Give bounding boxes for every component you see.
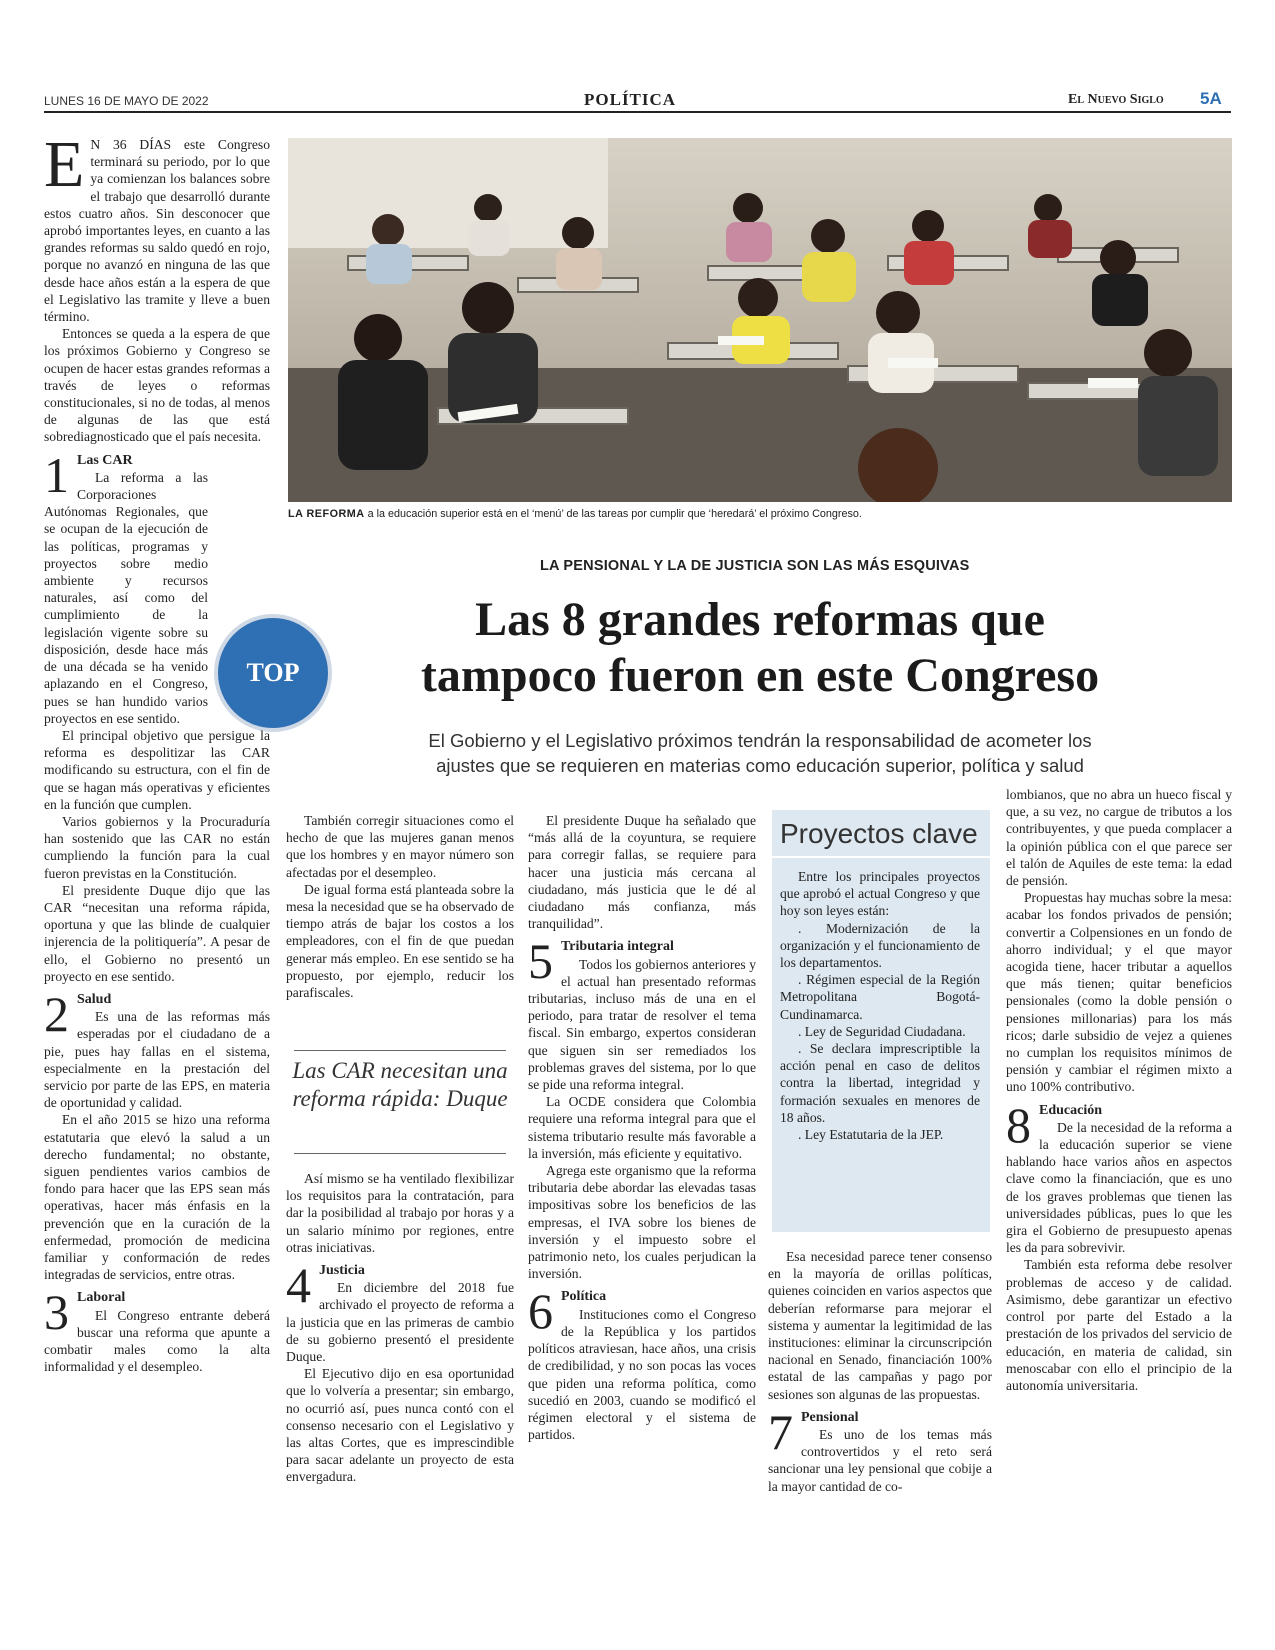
section-number: 2: [44, 985, 69, 1042]
paragraph: Así mismo se ha ventilado flexibilizar los requisitos para la contratación, para dar la posibilidad al trabajo por horas y a un salario mínimo por regiones, entre otras iniciativas.: [286, 1171, 514, 1255]
column-4: [768, 1248, 992, 1495]
classroom-photo: [288, 138, 1232, 502]
column-1: [44, 128, 270, 1375]
paragraph: Todos los gobiernos anteriores y el actual han presentado reformas tributarias, incluso más de una en el periodo, para tratar de resolver el tema fiscal. Sin embargo, expertos consideran que siguen sin ser remediados los problemas graves del sistema, por lo que se pide una reforma integral.: [528, 956, 756, 1093]
section-3: [44, 1284, 270, 1375]
paragraph: El Congreso entrante deberá buscar una reforma que apunte a combatir males como la alta informalidad y el desempleo.: [44, 1307, 270, 1375]
section-6: [528, 1283, 756, 1443]
section-title: Tributaria integral: [561, 939, 674, 955]
header-date: LUNES 16 DE MAYO DE 2022: [44, 94, 209, 108]
section-title: Educación: [1039, 1102, 1103, 1118]
paragraph: Esa necesidad parece tener consenso en la mayoría de orillas políticas, quienes coinciden en varios aspectos que deberían reformarse para mejorar el sistema y aumentar la legitimidad de las instituciones: eliminar la circunscripción nacional en Senado, financiación 100% estatal de las campañas y pago por sesiones son algunas de las propuestas.: [768, 1249, 992, 1402]
deck-line-1: El Gobierno y el Legislativo próximos tendrán la responsabilidad de acometer los: [428, 730, 1092, 751]
paragraph: Propuestas hay muchas sobre la mesa: acabar los fondos privados de pensión; convertir a Colpensiones en un fondo de ahorro individual; y el que mayor acogida tiene, hacer tributar a aquellos que más tienen; quitar beneficios pensionales (como la doble pensión o pensiones millonarias) para los más ricos; darle subsidio de vejez a quienes no cumplan los requisitos mínimos de pensión y cambiar el régimen mixto a uno 100% contributivo.: [1006, 890, 1233, 1095]
brand-logo: El Nuevo Siglo: [1068, 92, 1164, 107]
headline-line-1: Las 8 grandes reformas que: [475, 593, 1045, 646]
paragraph: De la necesidad de la reforma a la educación superior se viene hablando hace varios años en aspectos clave como la financiación, que es uno de los graves problemas que tienen las universidades públicas, pues lo que les gira el Gobierno de presupuesto apenas les da para sobrevivir.: [1006, 1119, 1232, 1256]
deck: [340, 728, 1180, 778]
paragraph: El presidente Duque dijo que las CAR “necesitan una reforma rápida, oportuna y que las blinde de cualquier injerencia de la politiquería”. A pesar de ello, el Gobierno no presentó un proyecto en ese sentido.: [44, 882, 270, 984]
key-projects-box: [772, 810, 990, 1232]
paragraph: Es una de las reformas más esperadas por el ciudadano de a pie, pues hay fallas en el sistema, especialmente en la prestación del servicio por parte de las EPS, en materia de oportunidad y calidad.: [44, 1009, 270, 1111]
section-7: [768, 1403, 992, 1495]
photo-caption: [288, 508, 862, 520]
deck-line-2: ajustes que se requieren en materias como educación superior, política y salud: [436, 755, 1084, 776]
caption-bold: LA REFORMA: [288, 508, 365, 520]
box-item: . Modernización de la organización y el funcionamiento de los departamentos.: [780, 920, 980, 971]
paragraph: Entonces se queda a la espera de que los próximos Gobierno y Congreso se ocupen de hacer estas grandes reformas a través de leyes o reformas constitucionales, si no de todas, al menos de algunas de las que está sobrediagnosticado que el país necesita.: [44, 326, 270, 445]
paragraph: lombianos, que no abra un hueco fiscal y que, a su vez, no cargue de tributos a los contribuyentes, y que pueda complacer a la opinión pública con el que parece ser el talón de Aquiles de este tema: la edad de pensión.: [1006, 787, 1232, 889]
paragraph: El principal objetivo que persigue la reforma es despolitizar las CAR modificando su estructura, con el fin de que se hagan más operativas y eficientes en la función que cumplen.: [44, 727, 270, 812]
section-number: 6: [528, 1283, 553, 1340]
section-8: [1006, 1096, 1232, 1394]
header-rule: [44, 111, 1231, 113]
paragraph: Es uno de los temas más controvertidos y el reto será sancionar una ley pensional que cobije a la mayor cantidad de co-: [768, 1427, 992, 1494]
column-2: [286, 812, 514, 1001]
section-number: 4: [286, 1257, 311, 1314]
section-number: 5: [528, 933, 553, 990]
drop-cap: E: [44, 128, 85, 201]
top-badge-label: TOP: [246, 658, 300, 687]
section-number: 8: [1006, 1096, 1031, 1153]
paragraph: También corregir situaciones como el hecho de que las mujeres ganan menos que los hombres y en mayor número son afectadas por el desempleo.: [286, 813, 514, 880]
paragraph: El Ejecutivo dijo en esa oportunidad que lo volvería a presentar; sin embargo, no ocurrió así, pues nunca contó con el consenso necesario con el Legislativo y las altas Cortes, que es imprescindible para sacar adelante un proyecto de esta envergadura.: [286, 1366, 514, 1485]
box-body: [772, 868, 990, 1143]
page-number: 5A: [1200, 89, 1222, 108]
headline-line-2: tampoco fueron en este Congreso: [420, 649, 1100, 702]
section-number: 3: [44, 1284, 69, 1341]
section-title: Política: [561, 1289, 607, 1305]
column-5: [1006, 786, 1232, 1394]
box-item: . Se declara imprescriptible la acción penal en caso de delitos contra la libertad, integridad y formación sexuales en menores de 18 años.: [780, 1041, 980, 1125]
lead-paragraph: [44, 128, 270, 325]
pull-quote-rule-top: [294, 1050, 506, 1051]
pull-quote: Las CAR necesitan una reforma rápida: Duque: [292, 1058, 508, 1111]
box-item: . Ley de Seguridad Ciudadana.: [798, 1023, 966, 1039]
box-item: . Régimen especial de la Región Metropolitana Bogotá-Cundinamarca.: [780, 972, 980, 1022]
paragraph: El presidente Duque ha señalado que “más allá de la coyuntura, se requiere para corregir fallas, se requiere para hacer una justicia más cercana al ciudadano, más justicia que le dé al ciudadano más confianza, más tranquilidad”.: [528, 813, 756, 932]
paragraph: Agrega este organismo que la reforma tributaria debe abordar las elevadas tasas impositivas sobre los beneficios de las empresas, el IVA sobre los bienes de inversión y el impuesto sobre el patrimonio neto, los cuales perjudican la inversión.: [528, 1163, 756, 1282]
section-title: Las CAR: [77, 452, 133, 468]
paragraph: La reforma a las Corporaciones Autónomas Regionales, que se ocupan de la ejecución de las políticas, programas y proyectos sobre medio ambiente y recursos naturales, así como del cumplimiento de la legislación vigente sobre su disposición, desde hace más de una década se ha venido aplazando en el Congreso, pues se han hundido varios proyectos en ese sentido.: [44, 469, 208, 726]
box-intro: Entre los principales proyectos que aprobó el actual Congreso y que hoy son leyes están:: [780, 869, 980, 919]
paragraph: En el año 2015 se hizo una reforma estatutaria que elevó la salud a un derecho fundamental; no obstante, siguen pendientes varios cambios de fondo para hacer que las EPS sean más operativas, hacer más énfasis en la prevención que en la curación de la enfermedad, promoción de medicina familiar y conformación de redes integradas de servicios, entre otras.: [44, 1112, 270, 1283]
section-5: [528, 933, 756, 1282]
headline: [340, 592, 1180, 704]
section-name: POLÍTICA: [584, 90, 677, 109]
column-2-lower: [286, 1170, 514, 1486]
paragraph: Varios gobiernos y la Procuraduría han sostenido que las CAR no están cumpliendo la función para la cual fueron previstas en la Constitución.: [44, 813, 270, 881]
section-number: 7: [768, 1403, 793, 1460]
paragraph: También esta reforma debe resolver problemas de acceso y de calidad. Asimismo, debe garantizar un efectivo control por parte del Estado a la prestación de los privados del servicio de educación, en materia de calidad, sin menoscabar con ello el principio de la autonomía universitaria.: [1006, 1257, 1232, 1393]
paragraph: Instituciones como el Congreso de la República y los partidos políticos atraviesan, hace años, una crisis de credibilidad, y no son pocas las voces que piden una reforma política, como sucedió en 2003, cuando se modificó el régimen electoral y el sistema de partidos.: [528, 1306, 756, 1443]
pull-quote-rule-bottom: [294, 1153, 506, 1154]
section-2: [44, 985, 270, 1283]
kicker: LA PENSIONAL Y LA DE JUSTICIA SON LAS MÁS ESQUIVAS: [540, 558, 970, 574]
lead-text: N 36 DÍAS este Congreso terminará su periodo, por lo que ya comienzan los balances sobre el trabajo que desarrolló durante estos cuatro años. Sin desconocer que aprobó importantes leyes, en cuanto a las grandes reformas su saldo quedó en rojo, porque no avanzó en ninguna de las que desde hace años están a la espera de que el Legislativo las tramite y lleve a buen término.: [44, 137, 270, 325]
box-rule: [772, 856, 990, 858]
section-1: [44, 446, 270, 985]
section-title: Laboral: [77, 1290, 126, 1306]
box-item: . Ley Estatutaria de la JEP.: [798, 1127, 944, 1143]
section-title: Justicia: [319, 1263, 365, 1279]
column-3: [528, 812, 756, 1443]
section-title: Pensional: [801, 1409, 859, 1425]
section-title: Salud: [77, 991, 112, 1007]
section-number: 1: [44, 446, 69, 503]
paragraph: En diciembre del 2018 fue archivado el proyecto de reforma a la justicia que en las primeras de cambio de su gobierno presentó el presidente Duque.: [286, 1280, 514, 1365]
box-title: Proyectos clave: [780, 818, 978, 849]
section-4: [286, 1257, 514, 1486]
paragraph: La OCDE considera que Colombia requiere una reforma integral para que el sistema tributario resulte más favorable a la inversión, más eficiente y equitativo.: [528, 1094, 756, 1161]
paragraph: De igual forma está planteada sobre la mesa la necesidad que se ha observado de tiempo atrás de bajar los costos a los empleadores, con el fin de que puedan generar más empleo. En ese sentido se ha propuesto, por ejemplo, reducir los parafiscales.: [286, 881, 514, 1001]
caption-text: a la educación superior está en el ‘menú’ de las tareas por cumplir que ‘heredará’ el próximo Congreso.: [364, 508, 862, 520]
